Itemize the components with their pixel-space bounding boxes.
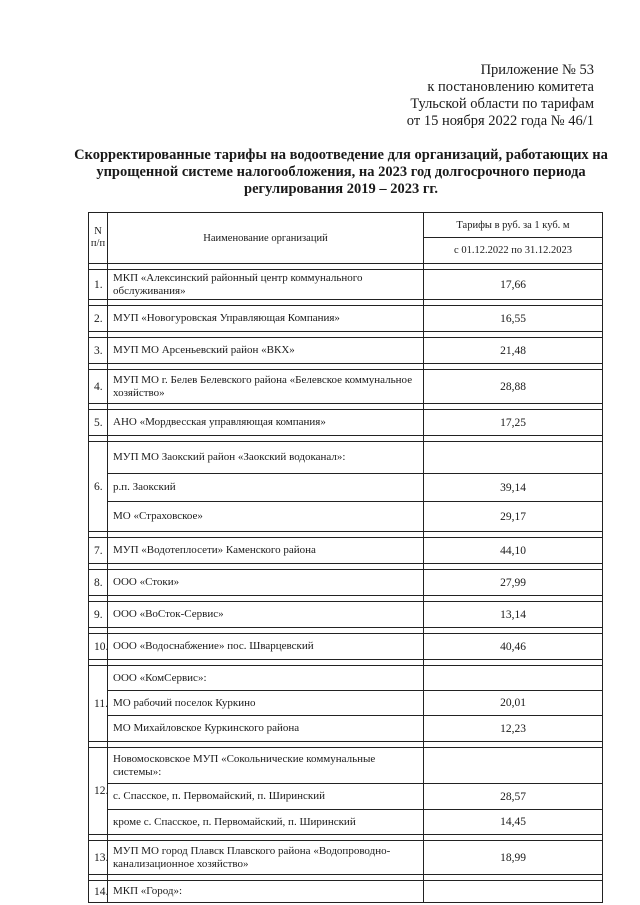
table-subrow <box>89 691 603 716</box>
tariff-value: 44,10 <box>424 538 603 564</box>
table-row <box>89 338 603 364</box>
tariff-value: 13,14 <box>424 602 603 628</box>
table-row <box>89 602 603 628</box>
tariff-value: 27,99 <box>424 570 603 596</box>
tariff-value: 39,14 <box>424 474 603 502</box>
organization-name: МУП МО Арсеньевский район «ВКХ» <box>108 338 424 364</box>
tariff-value: 29,17 <box>424 502 603 532</box>
header-period: с 01.12.2022 по 31.12.2023 <box>424 238 603 264</box>
table-row <box>89 881 603 903</box>
tariff-value: 40,46 <box>424 634 603 660</box>
tariff-value <box>424 666 603 691</box>
table-subrow <box>89 502 603 532</box>
table-row <box>89 410 603 436</box>
locality-name: р.п. Заокский <box>108 474 424 502</box>
table-row <box>89 570 603 596</box>
tariff-value: 12,23 <box>424 716 603 742</box>
table-body <box>89 264 603 903</box>
organization-name: АНО «Мордвесская управляющая компания» <box>108 410 424 436</box>
table-subrow <box>89 784 603 810</box>
tariff-value: 18,99 <box>424 841 603 875</box>
row-number: 12. <box>89 748 108 835</box>
table-row <box>89 634 603 660</box>
table-subrow <box>89 716 603 742</box>
organization-name: МУП «Новогуровская Управляющая Компания» <box>108 306 424 332</box>
locality-name: МО «Страховское» <box>108 502 424 532</box>
organization-name: МУП МО город Плавск Плавского района «Водопроводно-канализационное хозяйство» <box>108 841 424 875</box>
header-num: N п/п <box>89 213 108 264</box>
row-number: 3. <box>89 338 108 364</box>
table-row <box>89 370 603 404</box>
appendix-number: Приложение № 53 <box>480 62 594 78</box>
tariff-value: 28,57 <box>424 784 603 810</box>
organization-name: МУП «Водотеплосети» Каменского района <box>108 538 424 564</box>
table-subrow <box>89 474 603 502</box>
document-title: Скорректированные тарифы на водоотведение для организаций, работающих на упрощенной системе налогообложения, на 2023 год долгосрочного периода регулирования 2019 – 2023 гг. <box>74 147 608 197</box>
row-number: 7. <box>89 538 108 564</box>
organization-name: ООО «КомСервис»: <box>108 666 424 691</box>
locality-name: с. Спасское, п. Первомайский, п. Ширинский <box>108 784 424 810</box>
table-row <box>89 442 603 474</box>
row-number: 14. <box>89 881 108 903</box>
tariffs-table <box>88 212 603 903</box>
organization-name: МКП «Город»: <box>108 881 424 903</box>
locality-name: МО рабочий поселок Куркино <box>108 691 424 716</box>
table-row <box>89 666 603 691</box>
header-name: Наименование организаций <box>108 213 424 264</box>
appendix-resolution: к постановлению комитета <box>427 79 594 95</box>
table-row <box>89 748 603 784</box>
tariff-value: 17,25 <box>424 410 603 436</box>
tariff-value <box>424 442 603 474</box>
row-number: 2. <box>89 306 108 332</box>
table-subrow <box>89 810 603 835</box>
table-row <box>89 270 603 300</box>
tariff-value: 17,66 <box>424 270 603 300</box>
tariff-value: 21,48 <box>424 338 603 364</box>
table-row <box>89 306 603 332</box>
tariff-value: 14,45 <box>424 810 603 835</box>
row-number: 11. <box>89 666 108 742</box>
table-row <box>89 841 603 875</box>
row-number: 10. <box>89 634 108 660</box>
organization-name: МУП МО г. Белев Белевского района «Белевское коммунальное хозяйство» <box>108 370 424 404</box>
tariff-value: 16,55 <box>424 306 603 332</box>
locality-name: МО Михайловское Куркинского района <box>108 716 424 742</box>
row-number: 8. <box>89 570 108 596</box>
appendix-date: от 15 ноября 2022 года № 46/1 <box>406 113 594 129</box>
appendix-block <box>407 62 594 130</box>
organization-name: ООО «Стоки» <box>108 570 424 596</box>
row-number: 4. <box>89 370 108 404</box>
organization-name: ООО «Водоснабжение» пос. Шварцевский <box>108 634 424 660</box>
row-number: 5. <box>89 410 108 436</box>
organization-name: Новомосковское МУП «Сокольнические коммунальные системы»: <box>108 748 424 784</box>
row-number: 6. <box>89 442 108 532</box>
tariff-value: 20,01 <box>424 691 603 716</box>
table-row <box>89 538 603 564</box>
organization-name: МУП МО Заокский район «Заокский водоканал»: <box>108 442 424 474</box>
appendix-committee: Тульской области по тарифам <box>410 96 594 112</box>
header-tariff: Тарифы в руб. за 1 куб. м <box>424 213 603 238</box>
row-number: 13. <box>89 841 108 875</box>
locality-name: кроме с. Спасское, п. Первомайский, п. Ширинский <box>108 810 424 835</box>
row-number: 1. <box>89 270 108 300</box>
tariff-value <box>424 748 603 784</box>
organization-name: МКП «Алексинский районный центр коммунального обслуживания» <box>108 270 424 300</box>
organization-name: ООО «ВоСток-Сервис» <box>108 602 424 628</box>
tariff-value <box>424 881 603 903</box>
row-number: 9. <box>89 602 108 628</box>
tariff-value: 28,88 <box>424 370 603 404</box>
